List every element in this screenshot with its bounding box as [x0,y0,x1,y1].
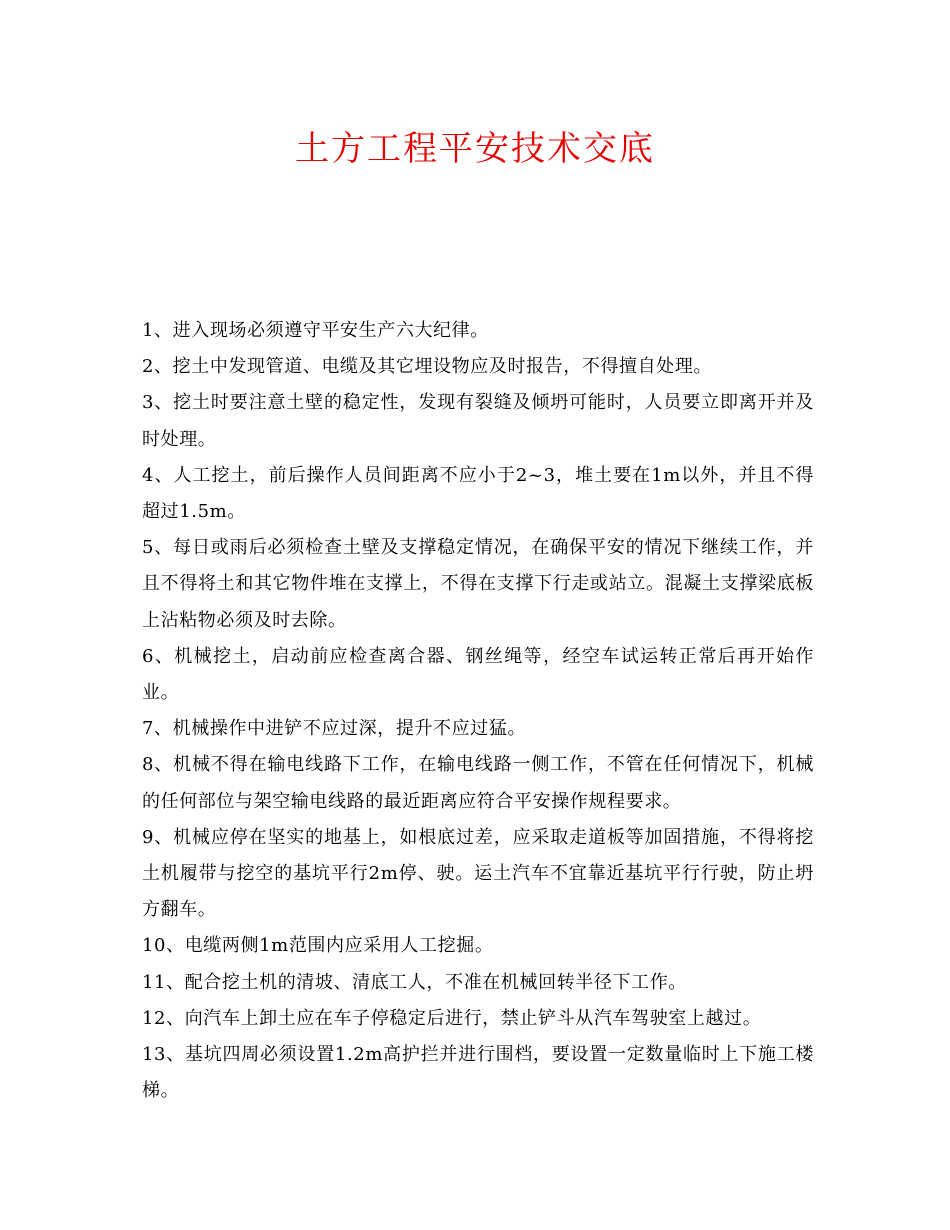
rule-item: 1、进入现场必须遵守平安生产六大纪律。 [142,320,489,341]
rule-item: 12、向汽车上卸土应在车子停稳定后进行，禁止铲斗从汽车驾驶室上越过。 [142,1007,762,1029]
safety-rules-list [142,313,814,1109]
rule-item: 3、挖土时要注意土壁的稳定性，发现有裂缝及倾坍可能时，人员要立即离开并及时处理。 [142,392,814,450]
rule-item: 5、每日或雨后必须检查土壁及支撑稳定情况，在确保平安的情况下继续工作，并且不得将土和其它物件堆在支撑上，不得在支撑下行走或站立。混凝土支撑梁底板上沾粘物必须及时去除。 [142,537,814,631]
rule-item: 2、挖土中发现管道、电缆及其它埋设物应及时报告，不得擅自处理。 [142,356,713,378]
rule-item: 8、机械不得在输电线路下工作，在输电线路一侧工作，不管在任何情况下，机械的任何部位与架空输电线路的最近距离应符合平安操作规程要求。 [142,754,814,812]
rule-item: 6、机械挖土，启动前应检查离合器、钢丝绳等，经空车试运转正常后再开始作业。 [142,645,814,704]
document-title: 土方工程平安技术交底 [295,129,655,169]
rule-item: 10、电缆两侧1m范围内应采用人工挖掘。 [142,935,494,957]
rule-item: 7、机械操作中进铲不应过深，提升不应过猛。 [142,718,527,740]
rule-item: 9、机械应停在坚实的地基上，如根底过差，应采取走道板等加固措施，不得将挖土机履带与挖空的基坑平行2m停、驶。运土汽车不宜靠近基坑平行行驶，防止坍方翻车。 [142,826,814,921]
rule-item: 11、配合挖土机的清坡、清底工人，不准在机械回转半径下工作。 [142,971,687,993]
rule-item: 13、基坑四周必须设置1.2m高护拦并进行围档，要设置一定数量临时上下施工楼梯。 [142,1044,814,1102]
rule-item: 4、人工挖土，前后操作人员间距离不应小于2~3，堆土要在1m以外，并且不得超过1.5m。 [142,464,814,523]
